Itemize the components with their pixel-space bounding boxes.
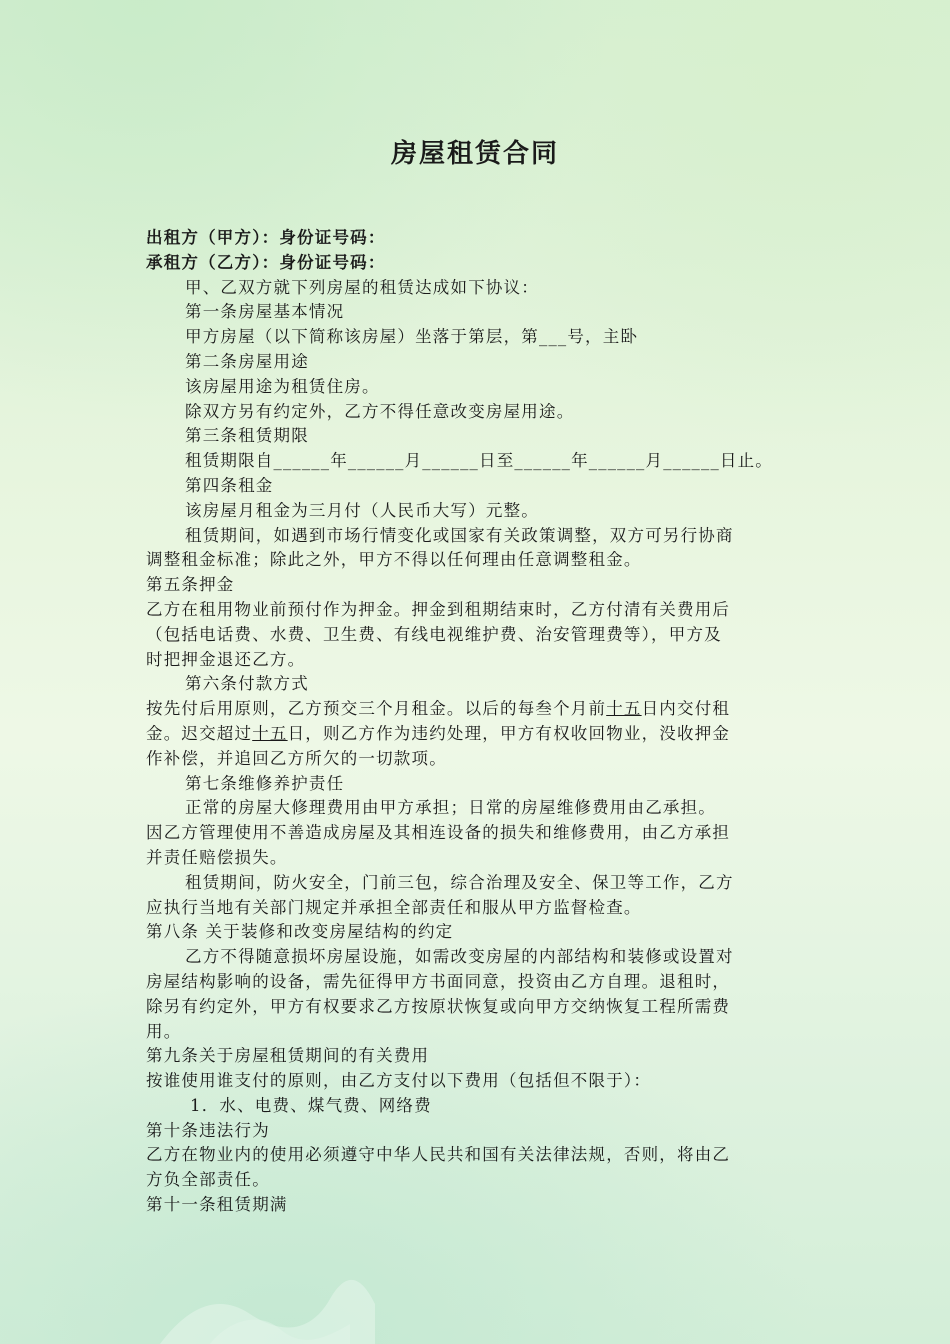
line-text: 乙方在物业内的使用必须遵守中华人民共和国有关法律法规，否则，将由乙 <box>146 1145 731 1165</box>
line-text: 该房屋月租金为三月付（人民币大写）元整。 <box>185 500 539 520</box>
line-text: 方负全部责任。 <box>146 1170 270 1190</box>
text-line <box>146 772 806 797</box>
text-line <box>146 945 806 970</box>
line-text: 第九条关于房屋租赁期间的有关费用 <box>146 1046 430 1066</box>
text-line <box>146 251 806 276</box>
text-line <box>146 524 806 549</box>
text-line <box>146 970 806 995</box>
text-line <box>146 623 806 648</box>
text-line <box>146 548 806 573</box>
line-text: （包括电话费、水费、卫生费、有线电视维护费、治安管理费等），甲方及 <box>146 624 722 644</box>
line-text: 除双方另有约定外，乙方不得任意改变房屋用途。 <box>185 401 575 421</box>
text-line <box>146 325 806 350</box>
line-text: 出租方（甲方）：身份证号码： <box>146 228 386 247</box>
text-line <box>146 871 806 896</box>
line-text: 除另有约定外，甲方有权要求乙方按原状恢复或向甲方交纳恢复工程所需费 <box>146 996 731 1016</box>
text-line <box>146 276 806 301</box>
line-text: 该房屋用途为租赁住房。 <box>185 376 380 396</box>
line-text: 1．水、电费、煤气费、网络费 <box>190 1095 432 1115</box>
text-line <box>146 722 806 747</box>
line-text: 作补偿，并追回乙方所欠的一切款项。 <box>146 748 447 768</box>
text-line <box>146 846 806 871</box>
text-line <box>146 1168 806 1193</box>
text-line <box>146 350 806 375</box>
line-text-continued: 日，则乙方作为违约处理，甲方有权收回物业，没收押金 <box>287 723 731 743</box>
line-text: 租赁期限自______年______月______日至______年______月______日止。 <box>185 451 773 471</box>
line-text: 第五条押金 <box>146 575 235 595</box>
text-line <box>146 375 806 400</box>
text-line <box>146 1044 806 1069</box>
line-text: 第三条租赁期限 <box>185 426 309 446</box>
text-line <box>146 1193 806 1218</box>
background-decoration <box>150 1274 380 1344</box>
line-text: 甲、乙双方就下列房屋的租赁达成如下协议： <box>185 277 539 297</box>
line-text: 第四条租金 <box>185 475 274 495</box>
text-line <box>146 672 806 697</box>
text-line <box>146 449 806 474</box>
line-text: 乙方在租用物业前预付作为押金。押金到租期结束时，乙方付清有关费用后 <box>146 599 731 619</box>
text-line <box>146 1094 806 1119</box>
text-line <box>146 424 806 449</box>
line-text: 调整租金标准；除此之外，甲方不得以任何理由任意调整租金。 <box>146 550 642 570</box>
line-text: 金。迟交超过 <box>146 723 253 743</box>
text-line <box>146 1119 806 1144</box>
text-line <box>146 400 806 425</box>
text-line <box>146 796 806 821</box>
text-line <box>146 697 806 722</box>
line-text: 因乙方管理使用不善造成房屋及其相连设备的损失和维修费用，由乙方承担 <box>146 823 731 843</box>
document-title: 房屋租赁合同 <box>390 139 559 169</box>
text-line <box>146 920 806 945</box>
line-text: 租赁期间，如遇到市场行情变化或国家有关政策调整，双方可另行协商 <box>185 525 734 545</box>
line-text: 第二条房屋用途 <box>185 351 309 371</box>
line-text: 承租方（乙方）：身份证号码： <box>146 252 386 272</box>
line-text: 时把押金退还乙方。 <box>146 649 306 669</box>
text-line <box>146 896 806 921</box>
line-text: 第七条维修养护责任 <box>185 773 345 793</box>
text-line <box>146 1020 806 1045</box>
text-line <box>146 747 806 772</box>
line-text: 按谁使用谁支付的原则，由乙方支付以下费用（包括但不限于）： <box>146 1071 652 1091</box>
line-text: 正常的房屋大修理费用由甲方承担；日常的房屋维修费用由乙承担。 <box>185 798 716 818</box>
underlined-value: 十五 <box>606 699 642 719</box>
text-line <box>146 1143 806 1168</box>
text-line <box>146 573 806 598</box>
text-line <box>146 474 806 499</box>
line-text-continued: 日内交付租 <box>641 699 731 719</box>
line-text: 乙方不得随意损坏房屋设施，如需改变房屋的内部结构和装修或设置对 <box>185 947 734 967</box>
text-line <box>146 821 806 846</box>
text-line <box>146 499 806 524</box>
text-line <box>146 648 806 673</box>
line-text: 第八条 关于装修和改变房屋结构的约定 <box>146 922 454 942</box>
text-line <box>146 1069 806 1094</box>
line-text: 房屋结构影响的设备，需先征得甲方书面同意，投资由乙方自理。退租时， <box>146 971 731 991</box>
document-body <box>146 226 806 1218</box>
line-text: 第一条房屋基本情况 <box>185 302 345 322</box>
line-text: 并责任赔偿损失。 <box>146 847 288 867</box>
line-text: 租赁期间，防火安全，门前三包，综合治理及安全、保卫等工作，乙方 <box>185 872 734 892</box>
text-line <box>146 226 806 251</box>
text-line <box>146 300 806 325</box>
text-line <box>146 598 806 623</box>
line-text: 甲方房屋（以下简称该房屋）坐落于第层，第___号，主卧 <box>185 327 639 347</box>
line-text: 用。 <box>146 1021 182 1041</box>
line-text: 第十一条租赁期满 <box>146 1195 288 1215</box>
underlined-value: 十五 <box>252 723 288 743</box>
line-text: 应执行当地有关部门规定并承担全部责任和服从甲方监督检查。 <box>146 897 642 917</box>
line-text: 第六条付款方式 <box>185 674 309 694</box>
text-line <box>146 995 806 1020</box>
line-text: 按先付后用原则，乙方预交三个月租金。以后的每叁个月前 <box>146 699 607 719</box>
line-text: 第十条违法行为 <box>146 1120 270 1140</box>
